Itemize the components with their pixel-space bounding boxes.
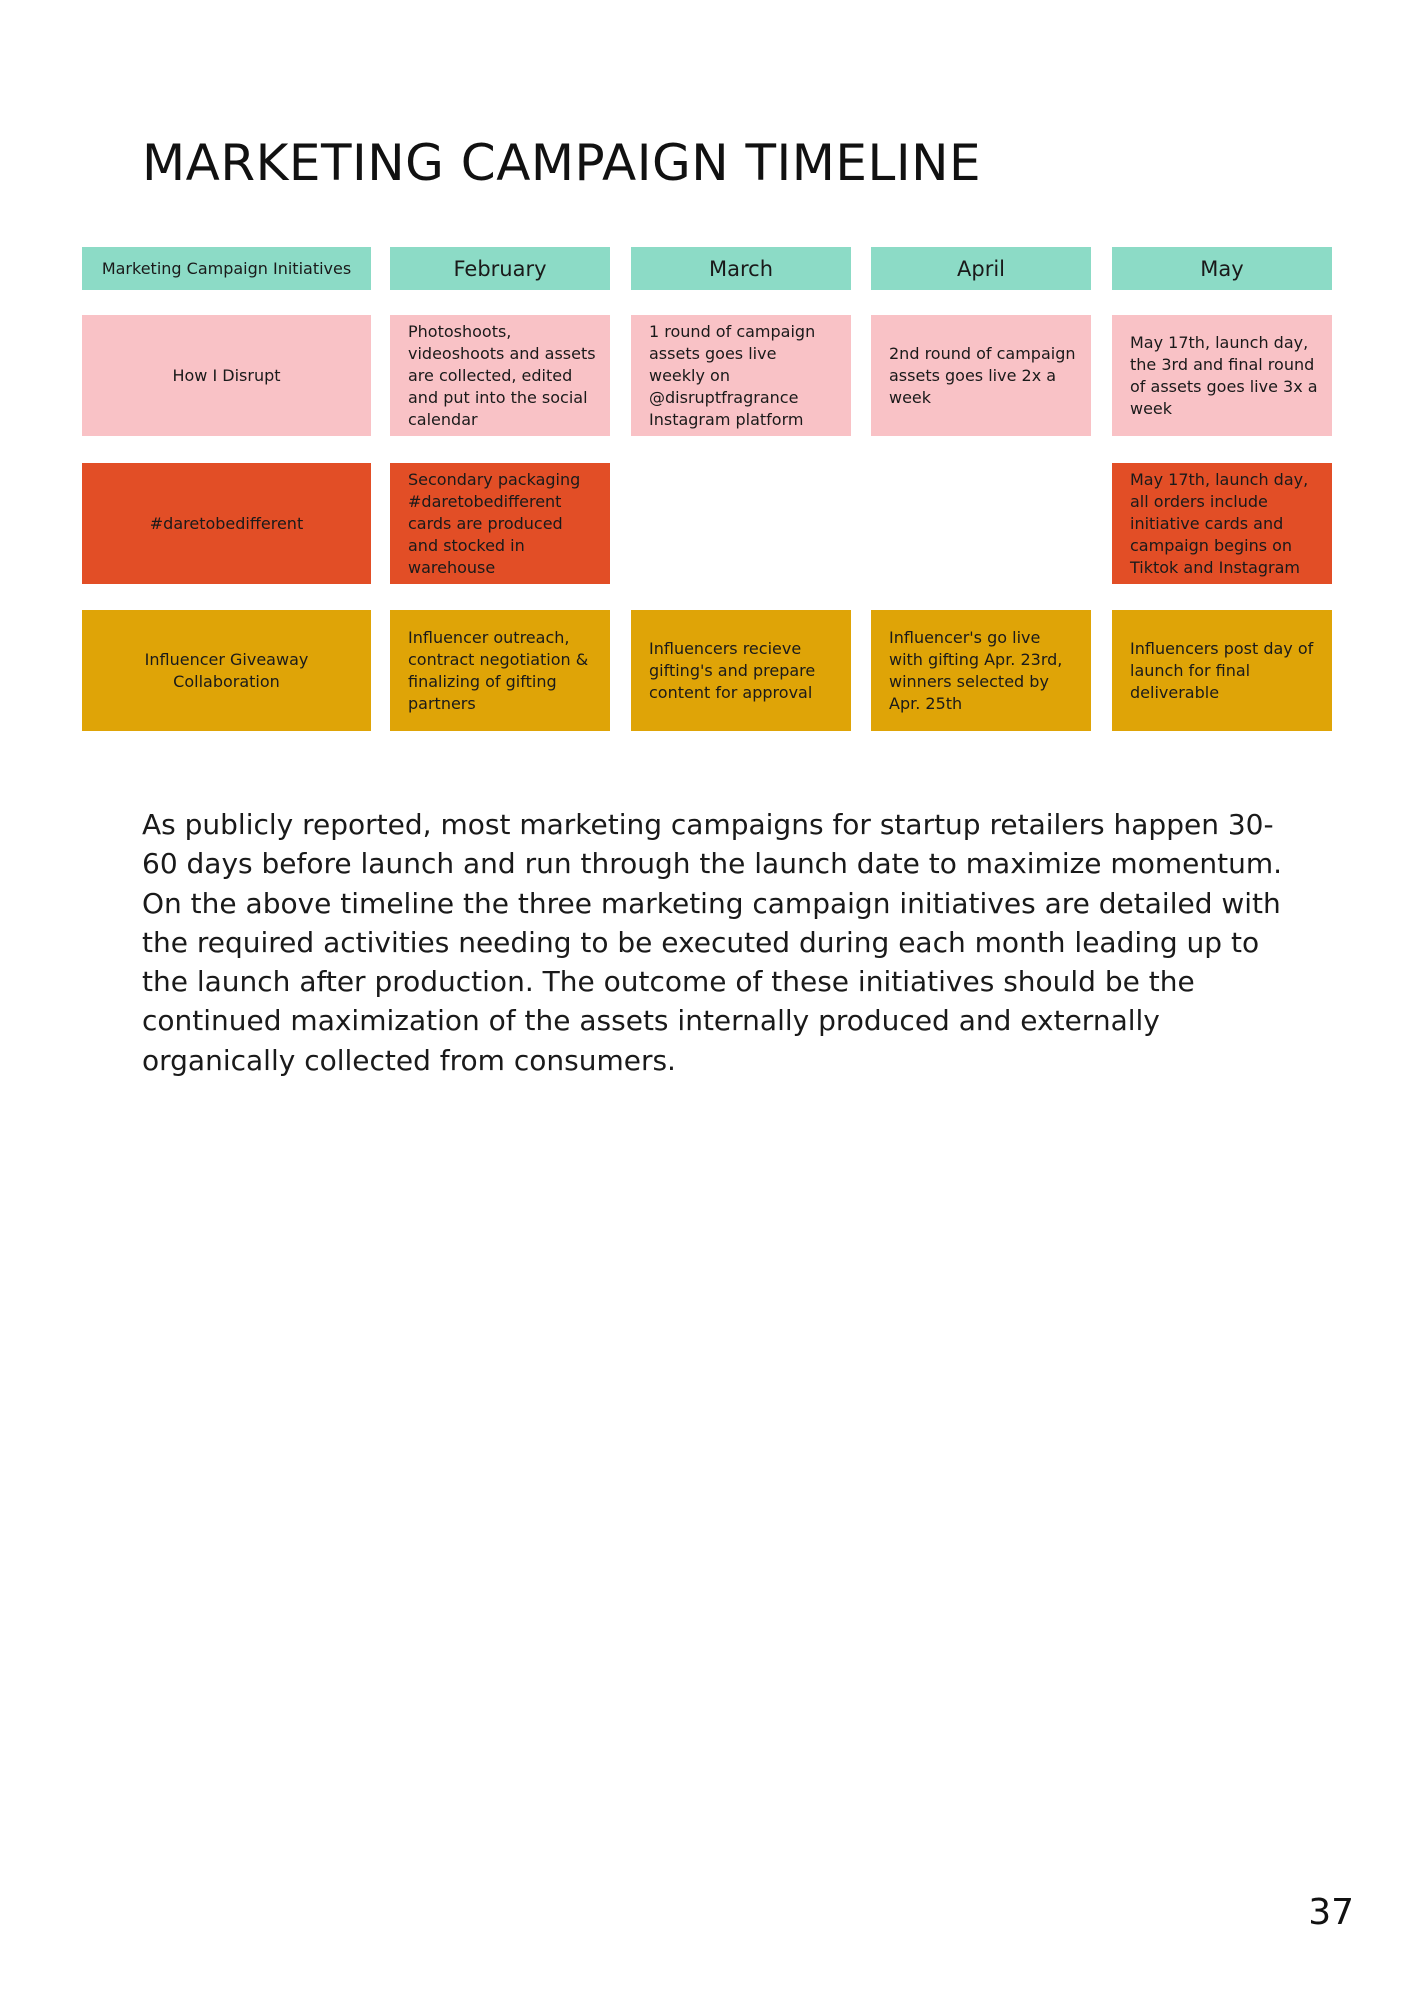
initiative-how-i-disrupt: How I Disrupt	[82, 315, 371, 436]
activity-text: 1 round of campaign assets goes live weekly on @disruptfragrance Instagram platform	[649, 321, 816, 429]
activity-cell	[871, 610, 1091, 731]
activity-text: Secondary packaging #daretobedifferent cards are produced and stocked in warehouse	[408, 469, 581, 577]
activity-cell	[390, 610, 610, 731]
page-title: MARKETING CAMPAIGN TIMELINE	[142, 134, 982, 192]
header-initiatives: Marketing Campaign Initiatives	[82, 247, 371, 290]
activity-text: 2nd round of campaign assets goes live 2x a week	[889, 343, 1076, 407]
activity-cell	[631, 315, 851, 436]
activity-cell	[1112, 610, 1332, 731]
initiative-daretobedifferent: #daretobedifferent	[82, 463, 371, 584]
activity-cell	[1112, 315, 1332, 436]
activity-cell	[631, 610, 851, 731]
activity-cell	[390, 315, 610, 436]
activity-cell	[390, 463, 610, 584]
activity-text: May 17th, launch day, all orders include initiative cards and campaign begins on Tiktok and Instagram	[1130, 469, 1309, 577]
header-may: May	[1112, 247, 1332, 290]
activity-text: May 17th, launch day, the 3rd and final round of assets goes live 3x a week	[1130, 332, 1318, 418]
activity-text: Photoshoots, videoshoots and assets are collected, edited and put into the social calendar	[408, 321, 596, 429]
activity-text: Influencer outreach, contract negotiation & finalizing of gifting partners	[408, 627, 589, 713]
initiative-influencer-giveaway: Influencer Giveaway Collaboration	[82, 610, 371, 731]
activity-cell	[1112, 463, 1332, 584]
activity-text: Influencers recieve gifting's and prepare content for approval	[649, 638, 816, 702]
body-paragraph: As publicly reported, most marketing campaigns for startup retailers happen 30-60 days before launch and run through the launch date to maximize momentum. On the above timeline the three marketing campaign initiatives are detailed with the required activities needing to be executed during each month leading up to the launch after production. The outcome of these initiatives should be the continued maximization of the assets internally produced and externally organically collected from consumers.	[142, 808, 1282, 1077]
activity-text: Influencers post day of launch for final deliverable	[1130, 638, 1314, 702]
activity-text: Influencer's go live with gifting Apr. 23rd, winners selected by Apr. 25th	[889, 627, 1063, 713]
page-number: 37	[1308, 1892, 1354, 1933]
header-april: April	[871, 247, 1091, 290]
header-february: February	[390, 247, 610, 290]
header-march: March	[631, 247, 851, 290]
activity-cell	[871, 315, 1091, 436]
